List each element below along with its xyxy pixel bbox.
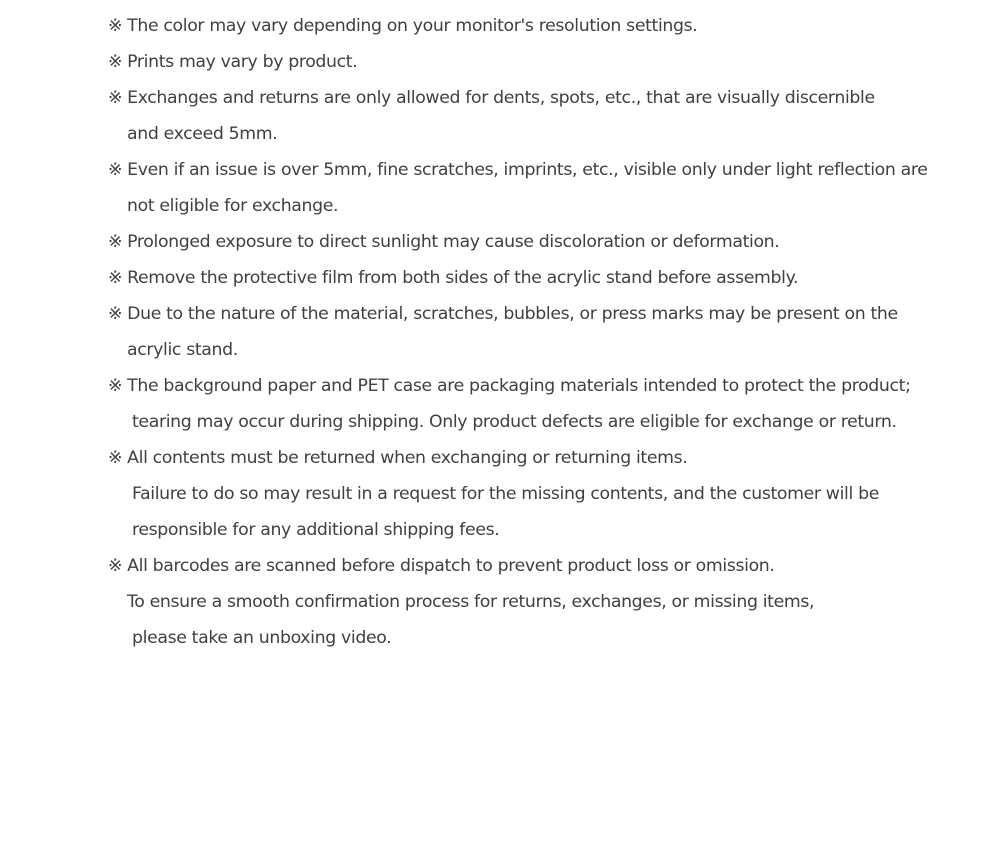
notice-text: please take an unboxing video. bbox=[132, 628, 392, 648]
notice-text: To ensure a smooth confirmation process for returns, exchanges, or missing items, bbox=[127, 592, 815, 612]
reference-mark: ※ bbox=[108, 232, 123, 252]
notice-text: responsible for any additional shipping fees. bbox=[132, 520, 500, 540]
notice-continuation-line bbox=[108, 404, 988, 440]
notice-line bbox=[108, 152, 988, 188]
notice-text: Failure to do so may result in a request for the missing contents, and the customer will be bbox=[132, 484, 879, 504]
reference-mark: ※ bbox=[108, 88, 123, 108]
reference-mark: ※ bbox=[108, 52, 123, 72]
notice-line bbox=[108, 224, 988, 260]
reference-mark: ※ bbox=[108, 448, 123, 468]
notice-text: Prolonged exposure to direct sunlight may cause discoloration or deformation. bbox=[127, 232, 780, 252]
notice-text: Remove the protective film from both sides of the acrylic stand before assembly. bbox=[127, 268, 799, 288]
notice-text: Even if an issue is over 5mm, fine scratches, imprints, etc., visible only under light reflection are bbox=[127, 160, 928, 180]
reference-mark: ※ bbox=[108, 376, 123, 396]
notice-text: and exceed 5mm. bbox=[127, 124, 278, 144]
notice-continuation-line bbox=[108, 188, 988, 224]
notice-text: Due to the nature of the material, scratches, bubbles, or press marks may be present on the bbox=[127, 304, 898, 324]
notice-text: not eligible for exchange. bbox=[127, 196, 339, 216]
product-notice-list bbox=[108, 8, 988, 656]
notice-line bbox=[108, 368, 988, 404]
notice-continuation-line bbox=[108, 116, 988, 152]
notice-continuation-line bbox=[108, 512, 988, 548]
notice-text: Prints may vary by product. bbox=[127, 52, 358, 72]
notice-text: Exchanges and returns are only allowed for dents, spots, etc., that are visually discernible bbox=[127, 88, 875, 108]
notice-text: acrylic stand. bbox=[127, 340, 238, 360]
notice-text: The background paper and PET case are packaging materials intended to protect the product; bbox=[127, 376, 911, 396]
reference-mark: ※ bbox=[108, 304, 123, 324]
notice-continuation-line bbox=[108, 332, 988, 368]
reference-mark: ※ bbox=[108, 556, 123, 576]
notice-line bbox=[108, 548, 988, 584]
notice-line bbox=[108, 80, 988, 116]
notice-continuation-line bbox=[108, 620, 988, 656]
notice-continuation-line bbox=[108, 584, 988, 620]
reference-mark: ※ bbox=[108, 268, 123, 288]
notice-line bbox=[108, 296, 988, 332]
notice-text: All contents must be returned when exchanging or returning items. bbox=[127, 448, 688, 468]
notice-line bbox=[108, 440, 988, 476]
notice-text: All barcodes are scanned before dispatch to prevent product loss or omission. bbox=[127, 556, 775, 576]
notice-line bbox=[108, 44, 988, 80]
reference-mark: ※ bbox=[108, 16, 123, 36]
notice-continuation-line bbox=[108, 476, 988, 512]
notice-line bbox=[108, 260, 988, 296]
notice-text: The color may vary depending on your monitor's resolution settings. bbox=[127, 16, 698, 36]
notice-line bbox=[108, 8, 988, 44]
notice-text: tearing may occur during shipping. Only product defects are eligible for exchange or return. bbox=[132, 412, 897, 432]
reference-mark: ※ bbox=[108, 160, 123, 180]
